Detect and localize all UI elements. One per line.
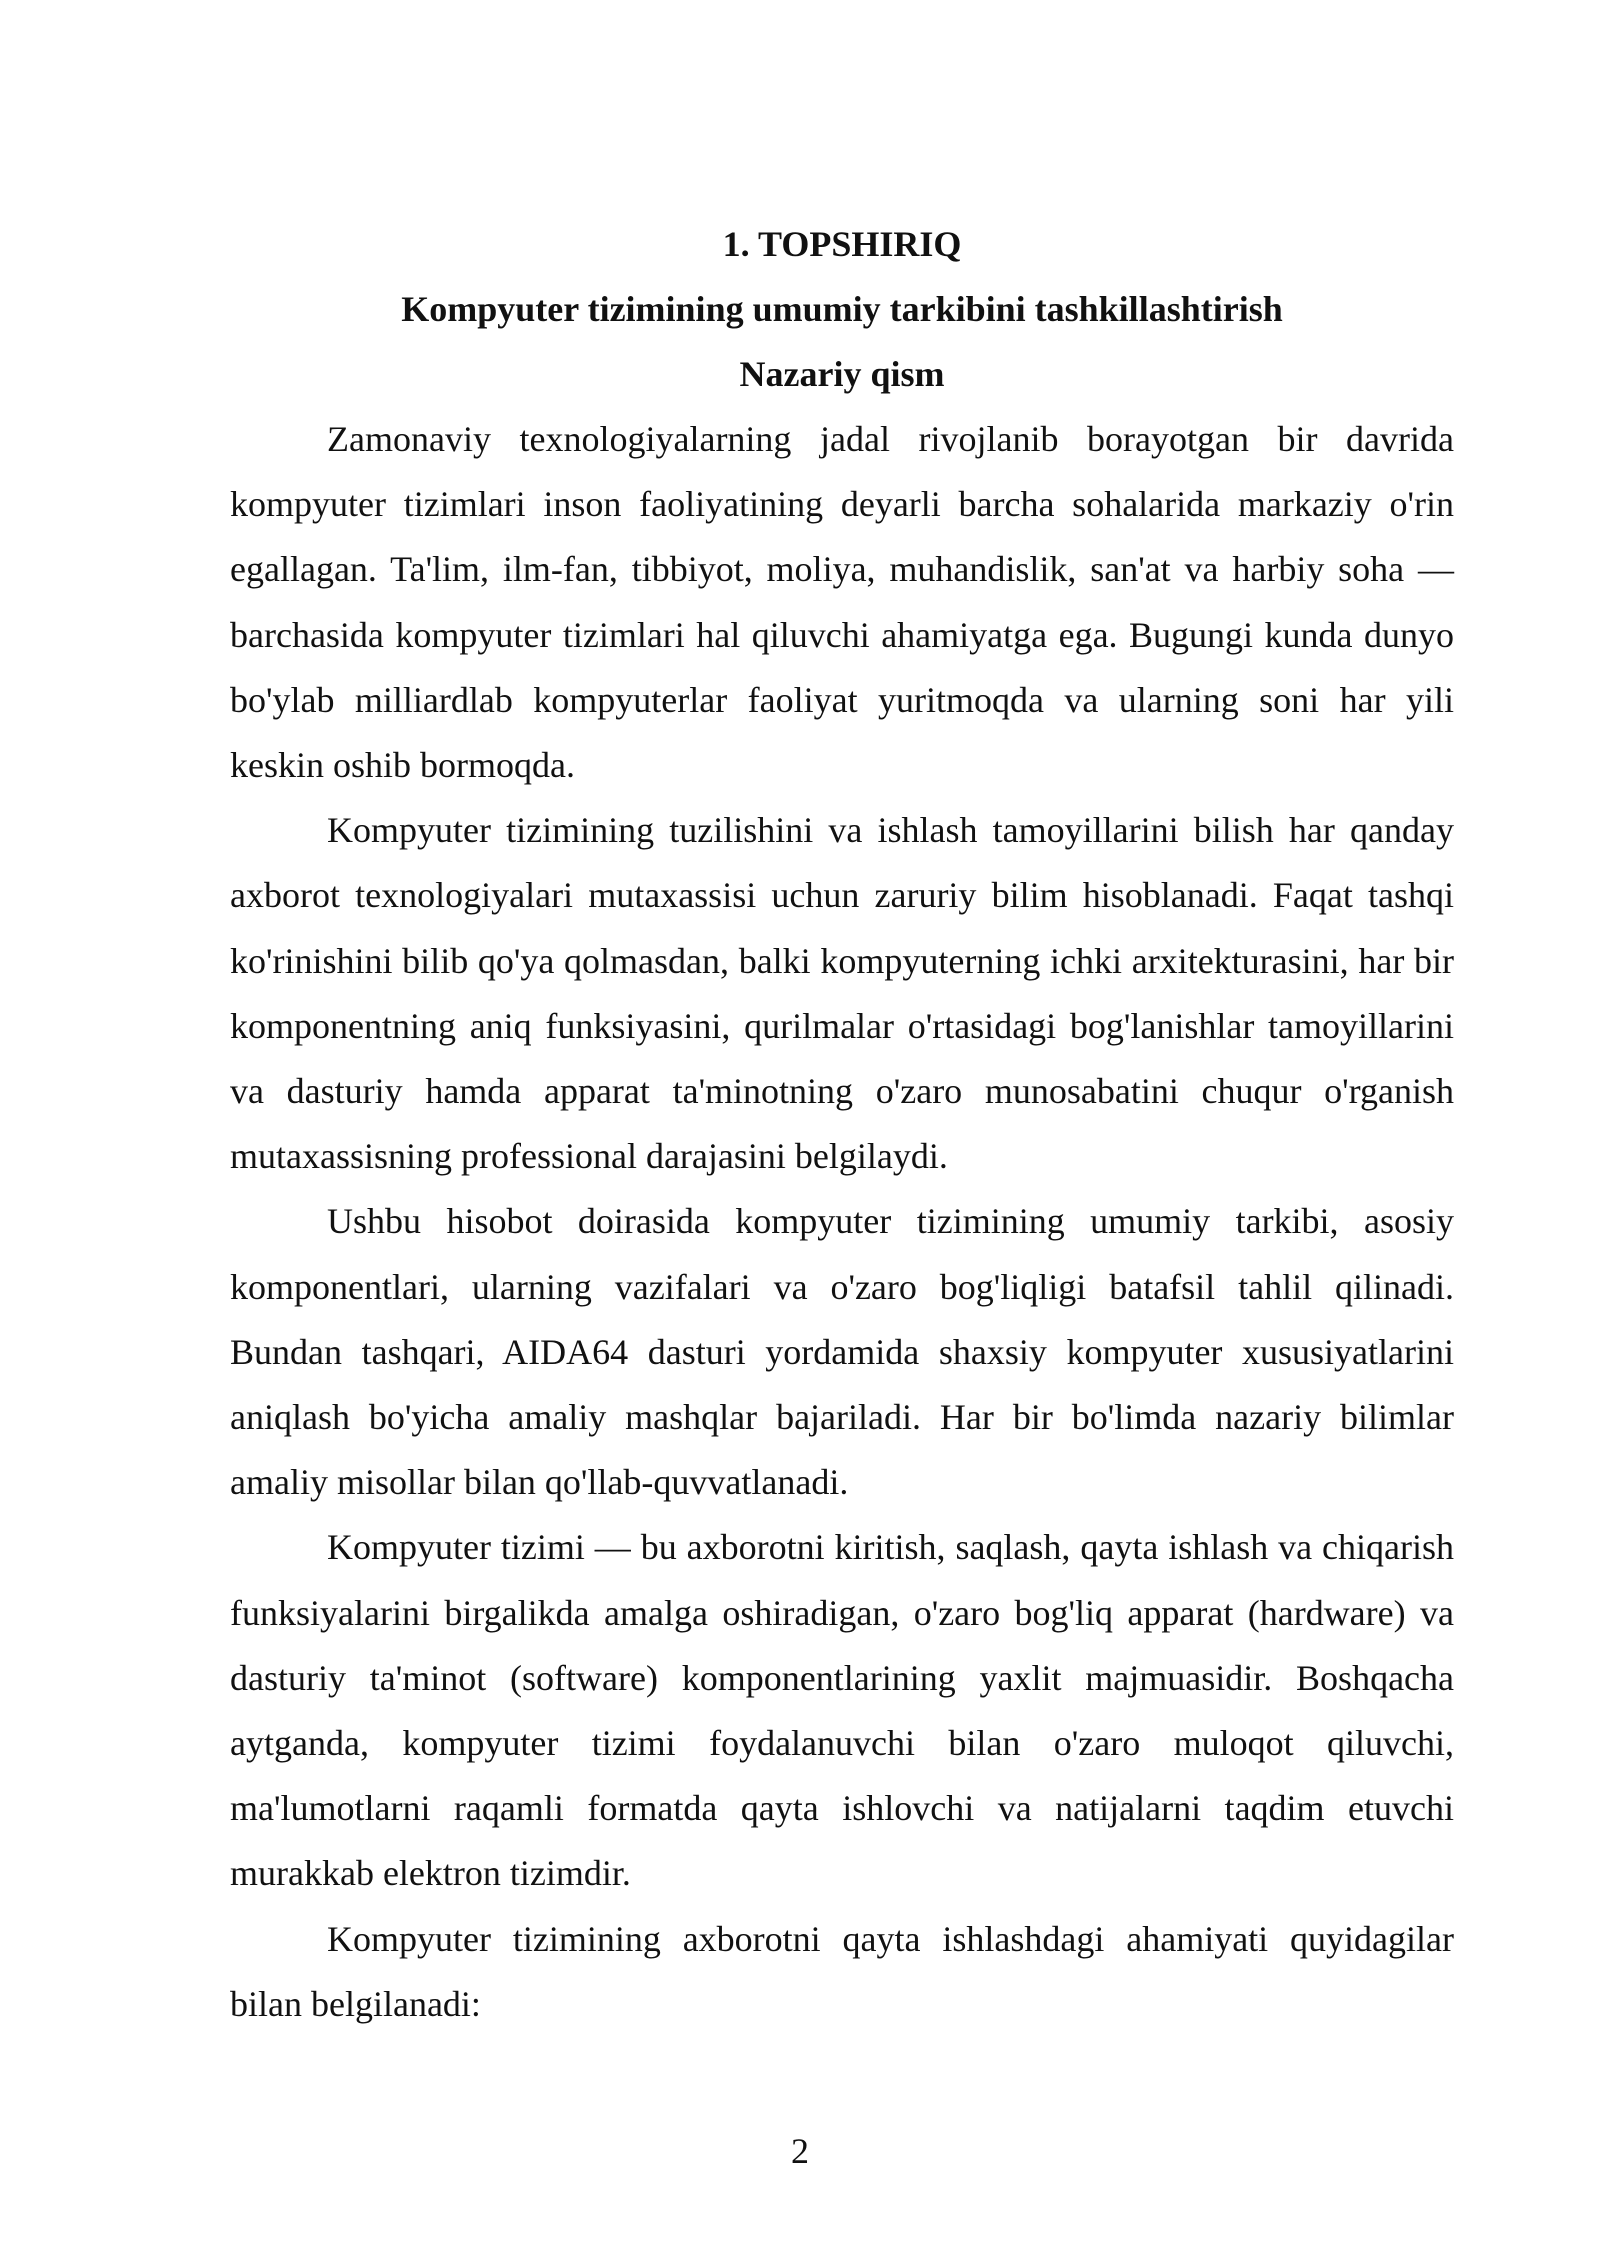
paragraph-5: Kompyuter tizimining axborotni qayta ishlashdagi ahamiyati quyidagilar bilan belgilanadi:: [230, 1918, 1454, 2024]
paragraph-3: Ushbu hisobot doirasida kompyuter tizimining umumiy tarkibi, asosiy komponentlari, ularning vazifalari va o'zaro bog'liqligi batafsil tahlil qilinadi. Bundan tashqari, AIDA64 dasturi yordamida shaxsiy kompyuter xususiyatlarini aniqlash bo'yicha amaliy mashqlar bajariladi. Har bir bo'limda nazariy bilimlar amaliy misollar bilan qo'llab-quvvatlanadi.: [230, 1201, 1454, 1503]
paragraph-4: Kompyuter tizimi — bu axborotni kiritish, saqlash, qayta ishlash va chiqarish funksiyalarini birgalikda amalga oshiradigan, o'zaro bog'liq apparat (hardware) va dasturiy ta'minot (software) komponentlarining yaxlit majmuasidir. Boshqacha aytganda, kompyuter tizimi foydalanuvchi bilan o'zaro muloqot qiluvchi, ma'lumotlarni raqamli formatda qayta ishlovchi va natijalarni taqdim etuvchi murakkab elektron tizimdir.: [230, 1527, 1454, 1894]
task-number-heading: 1. TOPSHIRIQ: [722, 224, 962, 264]
section-heading: Nazariy qism: [739, 354, 945, 394]
page-content: [230, 212, 1454, 2037]
document-title: Kompyuter tizimining umumiy tarkibini tashkillashtirish: [401, 289, 1283, 329]
paragraph-2: Kompyuter tizimining tuzilishini va ishlash tamoyillarini bilish har qanday axborot texnologiyalari mutaxassisi uchun zaruriy bilim hisoblanadi. Faqat tashqi ko'rinishini bilib qo'ya qolmasdan, balki kompyuterning ichki arxitekturasini, har bir komponentning aniq funksiyasini, qurilmalar o'rtasidagi bog'lanishlar tamoyillarini va dasturiy hamda apparat ta'minotning o'zaro munosabatini chuqur o'rganish mutaxassisning professional darajasini belgilaydi.: [230, 810, 1454, 1177]
page-number: 2: [791, 2131, 809, 2171]
paragraph-1: Zamonaviy texnologiyalarning jadal rivojlanib borayotgan bir davrida kompyuter tizimlari inson faoliyatining deyarli barcha sohalarida markaziy o'rin egallagan. Ta'lim, ilm-fan, tibbiyot, moliya, muhandislik, san'at va harbiy soha — barchasida kompyuter tizimlari hal qiluvchi ahamiyatga ega. Bugungi kunda dunyo bo'ylab milliardlab kompyuterlar faoliyat yuritmoqda va ularning soni har yili keskin oshib bormoqda.: [230, 419, 1454, 786]
